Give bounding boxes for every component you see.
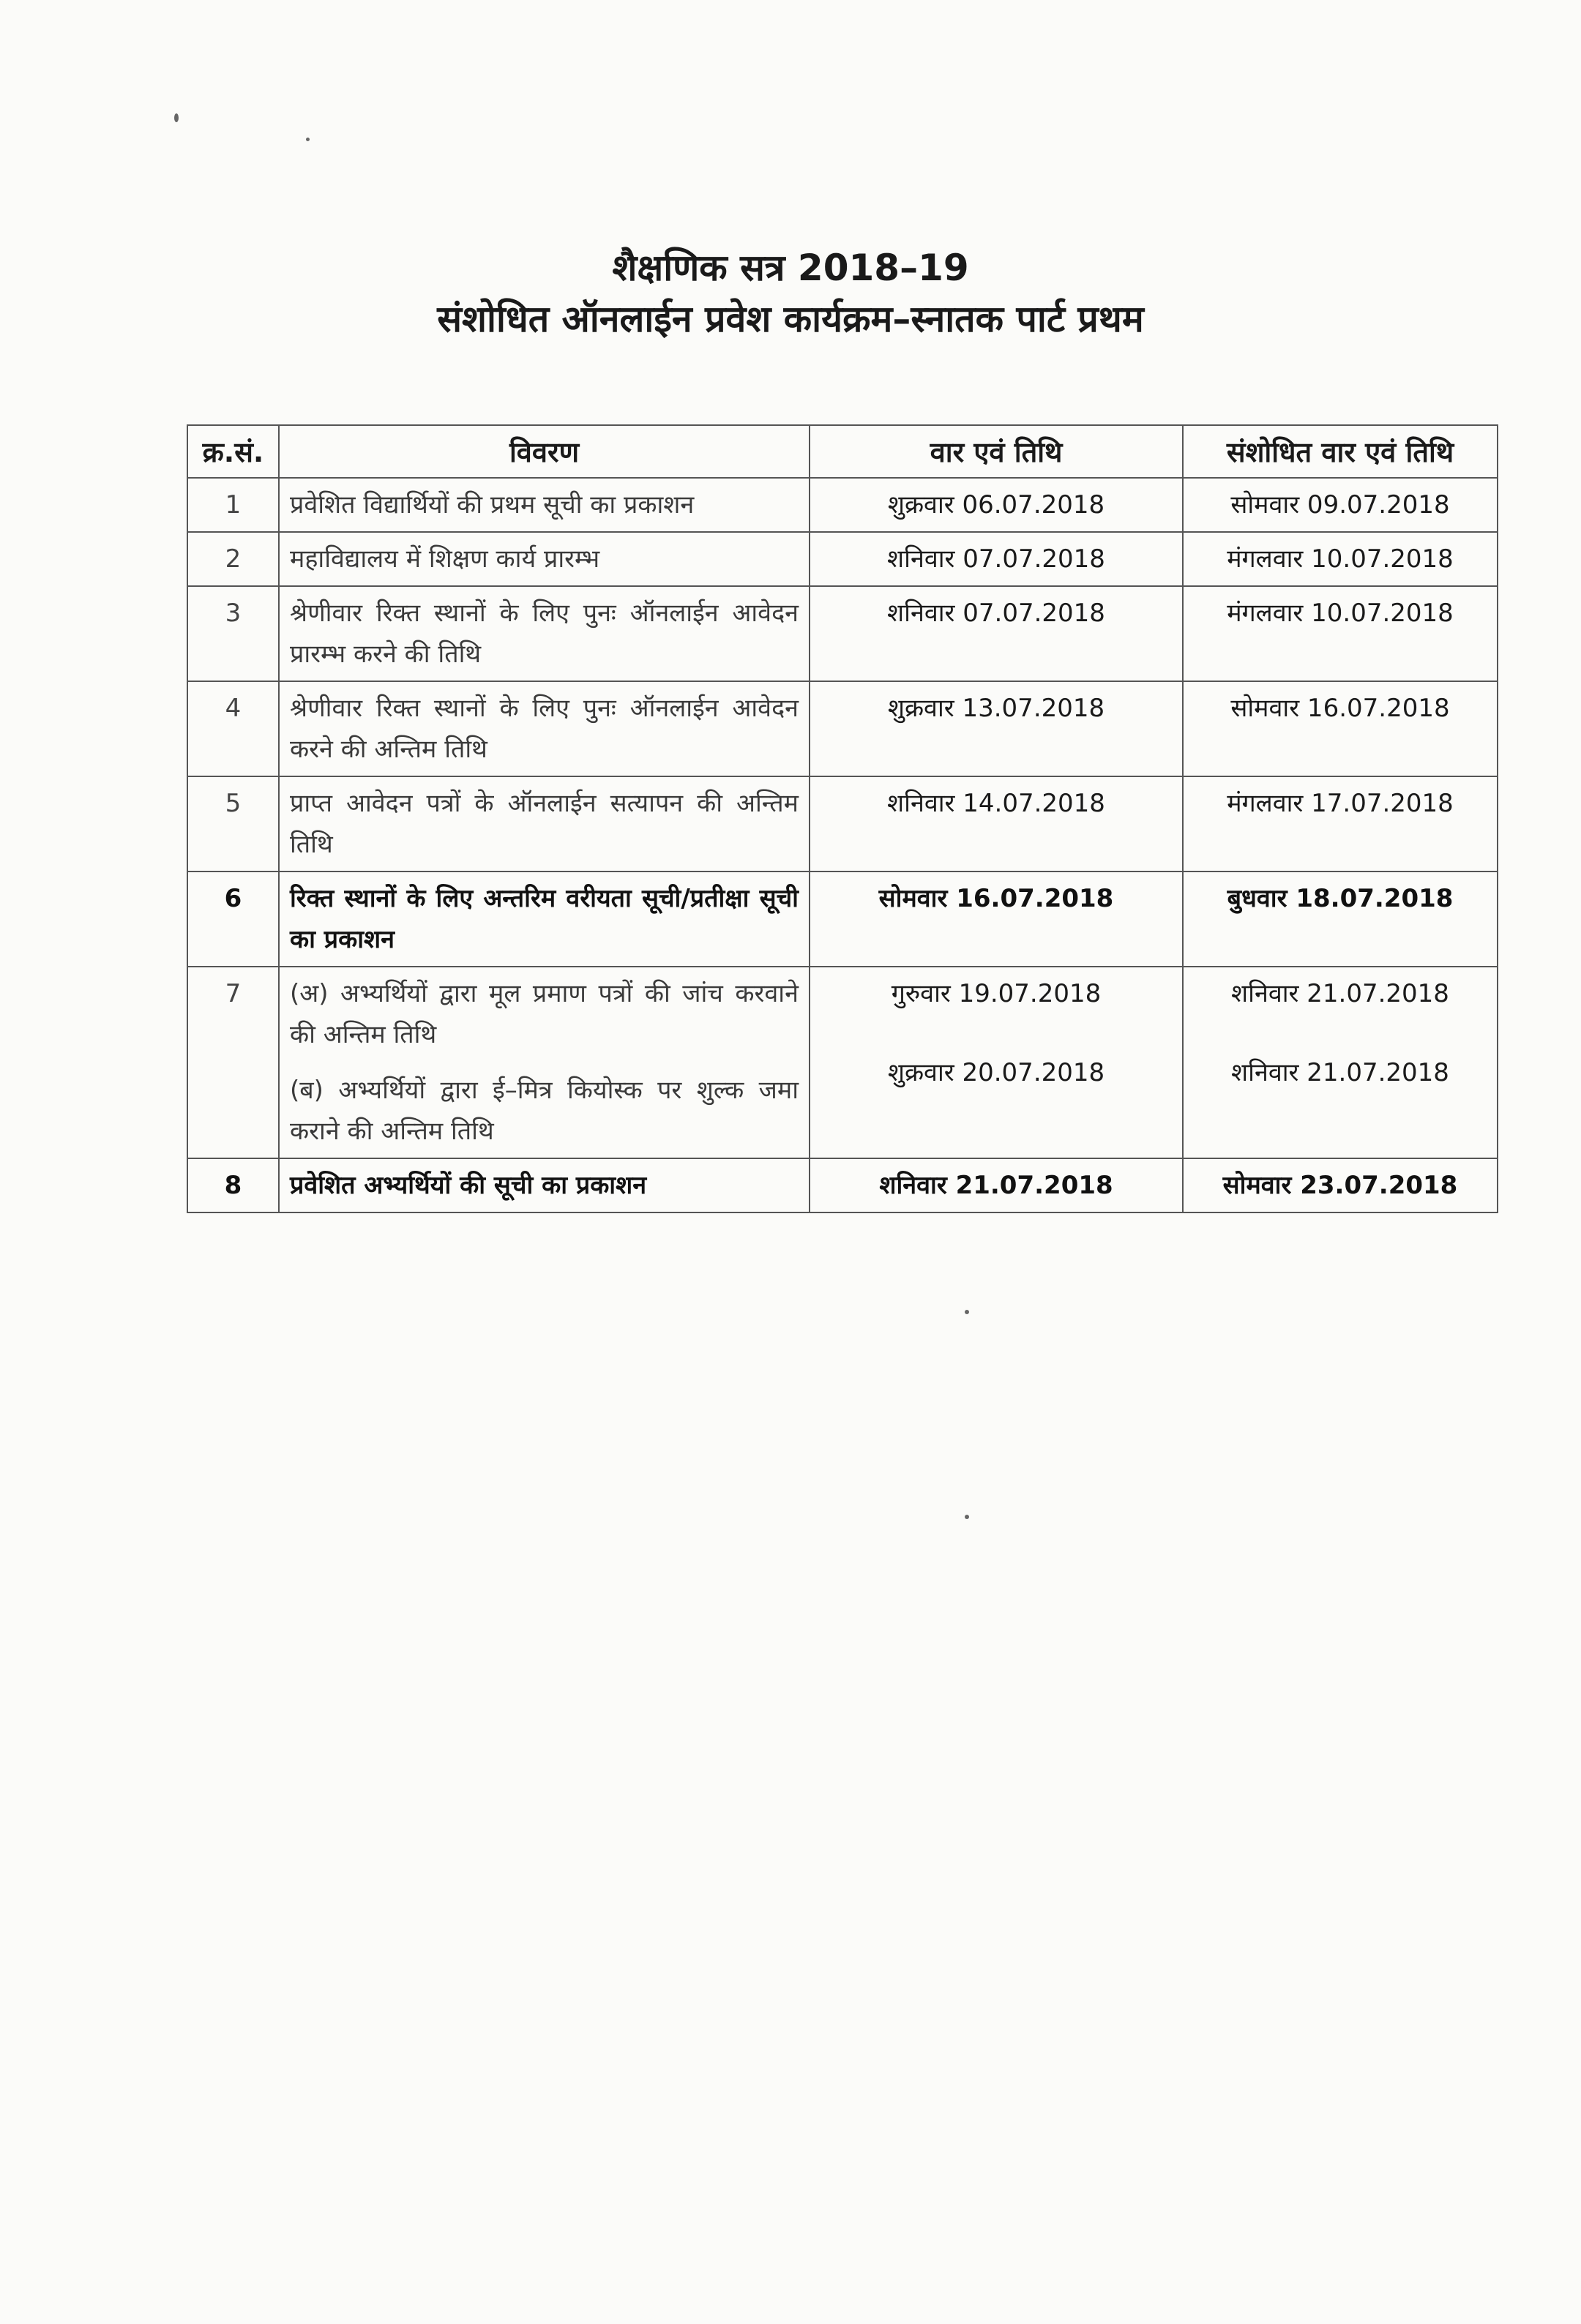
row-revised-date: सोमवार 09.07.2018 — [1183, 478, 1498, 532]
row-description-part-a: (अ) अभ्यर्थियों द्वारा मूल प्रमाण पत्रों की जांच करवाने की अन्तिम तिथि — [290, 979, 799, 1049]
row-date: शनिवार 07.07.2018 — [810, 532, 1183, 586]
row-serial: 5 — [187, 776, 279, 872]
row-date: सोमवार 16.07.2018 — [810, 872, 1183, 967]
table-header-row — [187, 425, 1498, 478]
row-date: शुक्रवार 13.07.2018 — [810, 681, 1183, 776]
row-serial: 6 — [187, 872, 279, 967]
row-date: शुक्रवार 06.07.2018 — [810, 478, 1183, 532]
schedule-table — [187, 424, 1498, 1213]
row-date — [810, 967, 1183, 1158]
header-serial: क्र.सं. — [187, 425, 279, 478]
header-description: विवरण — [279, 425, 810, 478]
row-serial: 8 — [187, 1158, 279, 1212]
row-revised-date: बुधवार 18.07.2018 — [1183, 872, 1498, 967]
table-row — [187, 1158, 1498, 1212]
table-row — [187, 681, 1498, 776]
row-description: श्रेणीवार रिक्त स्थानों के लिए पुनः ऑनलाईन आवेदन प्रारम्भ करने की तिथि — [279, 586, 810, 681]
row-description: प्रवेशित विद्यार्थियों की प्रथम सूची का प्रकाशन — [279, 478, 810, 532]
row-revised-date-part-b: शनिवार 21.07.2018 — [1231, 1058, 1449, 1087]
row-revised-date: मंगलवार 17.07.2018 — [1183, 776, 1498, 872]
scan-speck — [174, 113, 179, 122]
row-date: शनिवार 07.07.2018 — [810, 586, 1183, 681]
row-date: शनिवार 21.07.2018 — [810, 1158, 1183, 1212]
row-revised-date-part-a: शनिवार 21.07.2018 — [1231, 979, 1449, 1008]
row-revised-date: मंगलवार 10.07.2018 — [1183, 532, 1498, 586]
table-row — [187, 478, 1498, 532]
row-revised-date: सोमवार 16.07.2018 — [1183, 681, 1498, 776]
row-serial: 4 — [187, 681, 279, 776]
row-serial: 3 — [187, 586, 279, 681]
row-serial: 2 — [187, 532, 279, 586]
row-revised-date: मंगलवार 10.07.2018 — [1183, 586, 1498, 681]
document-subtitle: संशोधित ऑनलाईन प्रवेश कार्यक्रम–स्नातक पार्ट प्रथम — [437, 298, 1144, 340]
document-title: शैक्षणिक सत्र 2018–19 — [612, 247, 969, 289]
row-serial: 7 — [187, 967, 279, 1158]
row-date: शनिवार 14.07.2018 — [810, 776, 1183, 872]
row-description-part-b: (ब) अभ्यर्थियों द्वारा ई–मित्र कियोस्क पर शुल्क जमा कराने की अन्तिम तिथि — [290, 1076, 799, 1146]
row-description: रिक्त स्थानों के लिए अन्तरिम वरीयता सूची/प्रतीक्षा सूची का प्रकाशन — [279, 872, 810, 967]
row-description: श्रेणीवार रिक्त स्थानों के लिए पुनः ऑनलाईन आवेदन करने की अन्तिम तिथि — [279, 681, 810, 776]
row-description: प्रवेशित अभ्यर्थियों की सूची का प्रकाशन — [279, 1158, 810, 1212]
row-date-part-a: गुरुवार 19.07.2018 — [891, 979, 1102, 1008]
row-revised-date: सोमवार 23.07.2018 — [1183, 1158, 1498, 1212]
header-revised-day-date: संशोधित वार एवं तिथि — [1183, 425, 1498, 478]
row-serial: 1 — [187, 478, 279, 532]
row-revised-date — [1183, 967, 1498, 1158]
row-date-part-b: शुक्रवार 20.07.2018 — [887, 1058, 1105, 1087]
scan-speck — [965, 1515, 969, 1519]
table-row — [187, 872, 1498, 967]
row-description: प्राप्त आवेदन पत्रों के ऑनलाईन सत्यापन की अन्तिम तिथि — [279, 776, 810, 872]
scan-speck — [306, 138, 310, 141]
header-day-date: वार एवं तिथि — [810, 425, 1183, 478]
table-row — [187, 967, 1498, 1158]
row-description: महाविद्यालय में शिक्षण कार्य प्रारम्भ — [279, 532, 810, 586]
row-description — [279, 967, 810, 1158]
scan-speck — [965, 1310, 969, 1314]
table-row — [187, 532, 1498, 586]
table-row — [187, 776, 1498, 872]
table-row — [187, 586, 1498, 681]
